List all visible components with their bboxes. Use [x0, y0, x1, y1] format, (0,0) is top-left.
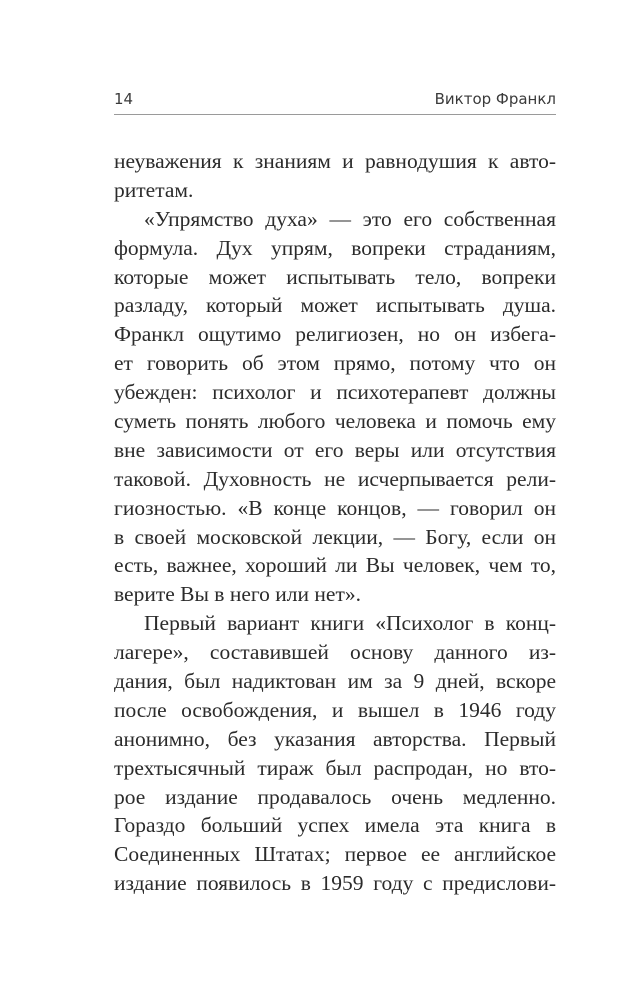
text-line: Гораздо больший успех имела эта книга в: [114, 813, 556, 838]
text-line: издание появилось в 1959 году с предислови-: [114, 871, 556, 896]
text-line: ет говорить об этом прямо, потому что он: [114, 351, 556, 376]
page-body-text: [114, 147, 556, 898]
text-line: формула. Дух упрям, вопреки страданиям,: [114, 235, 556, 260]
text-line: рое издание продавалось очень медленно.: [114, 784, 556, 809]
text-line: разладу, который может испытывать душа.: [114, 293, 556, 318]
text-line: лагере», составившей основу данного из-: [114, 640, 556, 665]
text-line: трехтысячный тираж был распродан, но вто-: [114, 755, 556, 780]
text-line: Франкл ощутимо религиозен, но он избега-: [114, 322, 556, 347]
text-line: Первый вариант книги «Психолог в конц-: [144, 611, 556, 636]
text-line: дания, был надиктован им за 9 дней, вскоре: [114, 669, 556, 694]
text-line: Соединенных Штатах; первое ее английское: [114, 842, 556, 867]
running-head-author: Виктор Франкл: [434, 90, 556, 108]
text-line: в своей московской лекции, — Богу, если он: [114, 524, 556, 549]
text-line: вне зависимости от его веры или отсутствия: [114, 437, 556, 462]
paragraph: [114, 609, 556, 898]
paragraph: [114, 205, 556, 609]
text-line: верите Вы в него или нет».: [114, 582, 361, 607]
text-line: «Упрямство духа» — это его собственная: [144, 206, 556, 231]
running-header: [114, 88, 556, 115]
text-line: есть, важнее, хороший ли Вы человек, чем то,: [114, 553, 556, 578]
text-line: неуважения к знаниям и равнодушия к авто-: [114, 149, 556, 173]
text-line: анонимно, без указания авторства. Первый: [114, 726, 556, 751]
paragraph: [114, 147, 556, 205]
text-line: после освобождения, и вышел в 1946 году: [114, 697, 556, 722]
text-line: убежден: психолог и психотерапевт должны: [114, 380, 556, 405]
text-line: таковой. Духовность не исчерпывается рели-: [114, 466, 556, 491]
text-line: гиозностью. «В конце концов, — говорил он: [114, 495, 556, 520]
text-line: которые может испытывать тело, вопреки: [114, 264, 556, 289]
page-number: 14: [114, 90, 134, 108]
text-line: ритетам.: [114, 177, 194, 202]
text-line: суметь понять любого человека и помочь ему: [114, 409, 556, 434]
